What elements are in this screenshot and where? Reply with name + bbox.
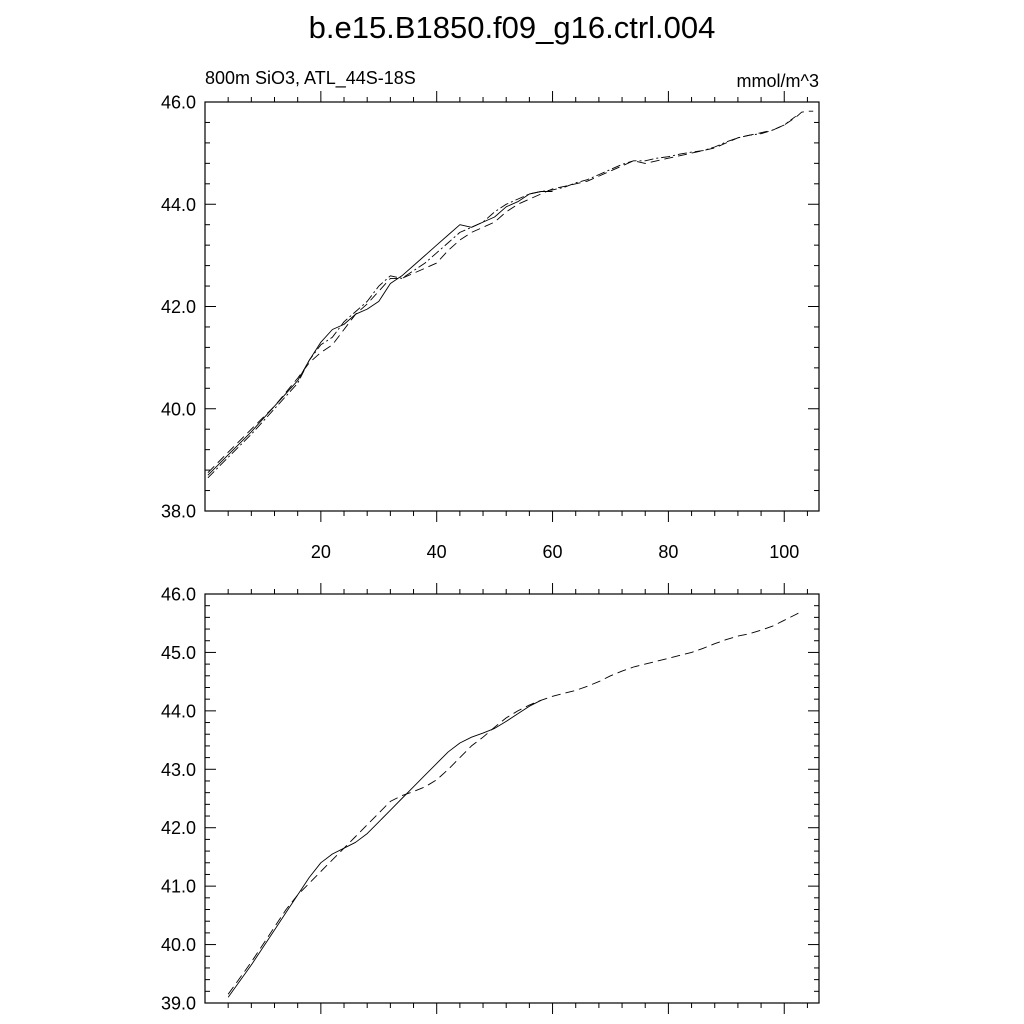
x-tick-label: 20 <box>310 542 331 562</box>
chart-panel-bottom <box>161 583 819 1014</box>
x-tick-label: 100 <box>769 542 800 562</box>
series-line-dashed <box>208 111 813 473</box>
y-tick-label: 46.0 <box>160 92 196 113</box>
plot-frame <box>205 594 819 1003</box>
chart-panel-top <box>161 91 819 562</box>
y-tick-label: 42.0 <box>160 818 196 839</box>
y-tick-label: 39.0 <box>160 993 196 1014</box>
y-tick-label: 43.0 <box>160 759 196 780</box>
y-tick-label: 40.0 <box>160 399 196 420</box>
plot-panels <box>161 91 819 1014</box>
y-tick-label: 41.0 <box>160 876 196 897</box>
series-line-solid <box>208 192 553 476</box>
series-line-dash-dot <box>208 116 796 478</box>
x-tick-label: 60 <box>542 542 563 562</box>
variable-region-label: 800m SiO3, ATL_44S-18S <box>205 68 416 88</box>
y-tick-label: 44.0 <box>160 194 196 215</box>
x-tick-label: 40 <box>426 542 447 562</box>
series-line-dashed <box>228 612 801 995</box>
units-label: mmol/m^3 <box>736 71 819 91</box>
plot-frame <box>205 102 819 511</box>
y-tick-label: 38.0 <box>160 501 196 522</box>
chart-title: b.e15.B1850.f09_g16.ctrl.004 <box>308 10 716 45</box>
y-tick-label: 45.0 <box>160 642 196 663</box>
y-tick-label: 44.0 <box>160 701 196 722</box>
y-tick-label: 40.0 <box>160 935 196 956</box>
y-tick-label: 46.0 <box>160 584 196 605</box>
y-tick-label: 42.0 <box>160 297 196 317</box>
x-tick-label: 80 <box>658 542 679 562</box>
series-line-solid <box>228 700 541 997</box>
